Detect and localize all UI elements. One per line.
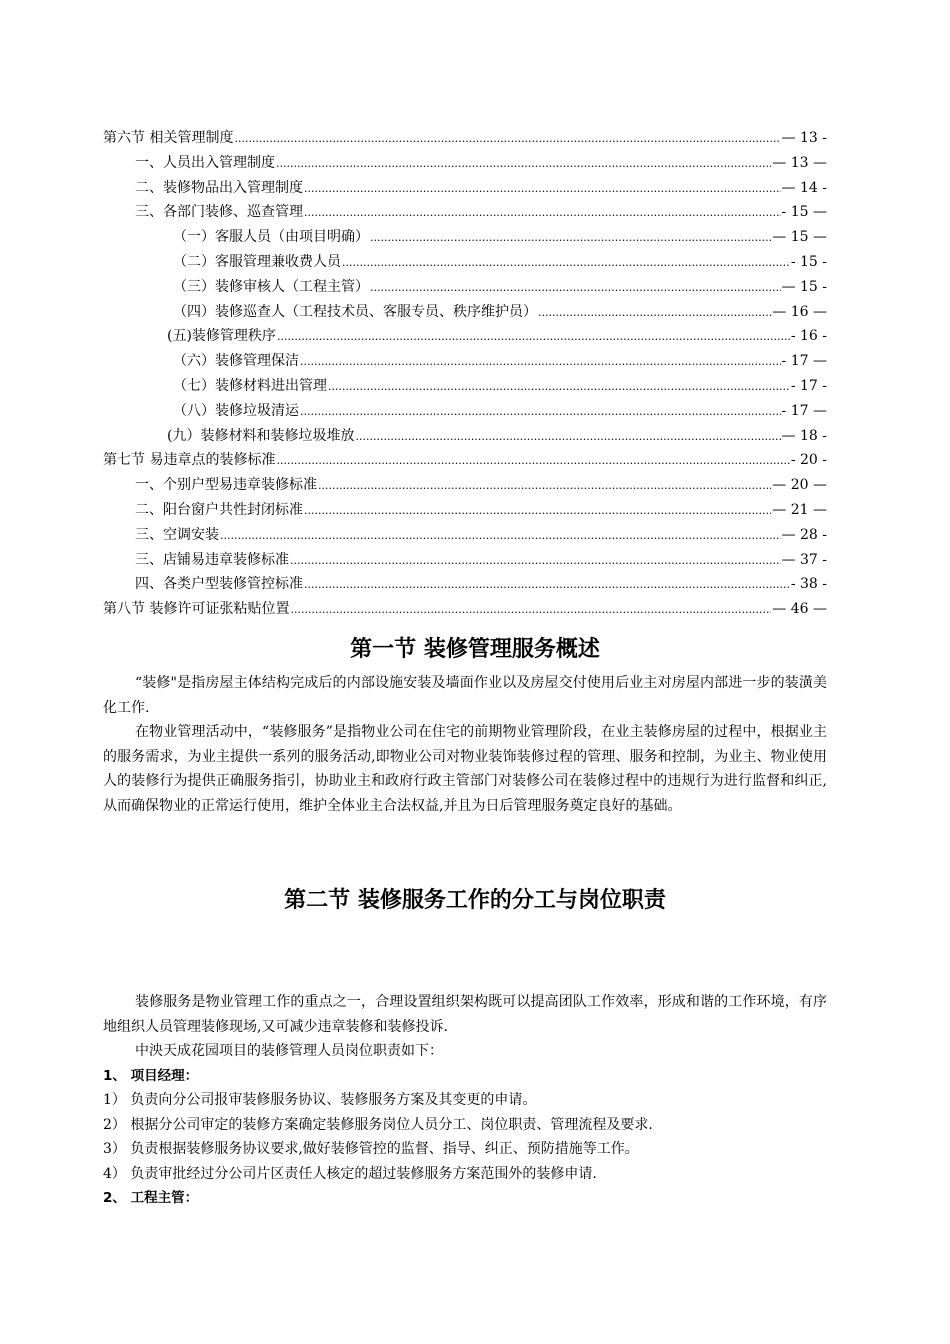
toc-page: - 38 - [790,576,827,593]
table-of-contents [103,126,827,622]
toc-label: 一、人员出入管理制度 [135,154,275,171]
section-1-paragraph-1: “装修"是指房屋主体结构完成后的内部设施安装及墙面作业以及房屋交付使用后业主对房屋内部进一步的装潢美化工作. [103,675,827,716]
toc-entry[interactable] [103,324,827,349]
toc-leader [355,424,780,450]
toc-page: — 20 — [772,477,827,494]
toc-entry[interactable] [103,126,827,151]
toc-leader [342,250,790,276]
toc-label: （六）装修管理保洁 [173,353,299,370]
toc-leader [220,523,781,549]
toc-page: — 21 — [772,501,827,518]
toc-page: — 15 — [772,229,827,246]
toc-leader [304,498,771,524]
list-item: 1） 负责向分公司报审装修服务协议、装修服务方案及其变更的申请。 [103,1092,537,1109]
toc-page: — 37 - [781,551,827,568]
toc-label: (五)装修管理秩序 [167,328,276,345]
toc-leader [300,349,781,375]
toc-leader [304,572,790,598]
toc-page: — 15 - [781,278,827,295]
toc-entry[interactable] [103,399,827,424]
toc-label: 第七节 易违章点的装修标准 [103,452,276,469]
toc-label: 三、店铺易违章装修标准 [135,551,289,568]
section-2-paragraph-1: 装修服务是物业管理工作的重点之一，合理设置组织架构既可以提高团队工作效率，形成和谐的工作环境，有序地组织人员管理装修现场,又可减少违章装修和装修投诉. [103,994,827,1035]
toc-label: 三、各部门装修、巡查管理 [135,204,303,221]
toc-leader [277,324,790,350]
toc-entry[interactable] [103,448,827,473]
toc-entry[interactable] [103,374,827,399]
section-1-paragraph-2: 在物业管理活动中，“装修服务”是指物业公司在住宅的前期物业管理阶段，在业主装修房屋的过程中，根据业主的服务需求，为业主提供一系列的服务活动,即物业公司对物业装饰装修过程的管理、服务和控制，为业主、物业使用人的装修行为提供正确服务指引，协助业主和政府行政主管部门对装修公司在装修过程中的违规行为进行监督和纠正,从而确保物业的正常运行使用，维护全体业主合法权益,并且为日后管理服务奠定良好的基础。 [103,724,827,814]
toc-label: 二、阳台窗户共性封闭标准 [135,501,303,518]
toc-entry[interactable] [103,349,827,374]
toc-leader [276,151,771,177]
toc-page: - 17 — [781,402,827,419]
toc-entry[interactable] [103,597,827,622]
toc-label: (九）装修材料和装修垃圾堆放 [167,427,355,444]
toc-entry[interactable] [103,548,827,573]
toc-label: （四）装修巡查人（工程技术员、客服专员、秩序维护员） [173,303,537,320]
list-heading: 1、 项目经理： [103,1068,199,1084]
toc-entry[interactable] [103,250,827,275]
toc-entry[interactable] [103,200,827,225]
toc-entry[interactable] [103,498,827,523]
toc-label: 一、个别户型易违章装修标准 [135,477,317,494]
toc-entry[interactable] [103,151,827,176]
toc-leader [370,275,781,301]
toc-page: — 46 — [772,601,827,618]
toc-leader [538,300,771,326]
toc-leader [290,597,771,623]
toc-leader [290,548,781,574]
toc-label: （八）装修垃圾清运 [173,402,299,419]
list-item: 4） 负责审批经过分公司片区责任人核定的超过装修服务方案范围外的装修申请. [103,1165,597,1182]
toc-page: — 13 — [772,154,827,171]
section-2-paragraph-2: 中泱天成花园项目的装修管理人员岗位职责如下： [135,1043,443,1059]
toc-page: - 15 — [781,204,827,221]
toc-label: （七）装修材料进出管理 [173,377,327,394]
duty-list [103,1064,827,1210]
toc-leader [234,126,780,152]
toc-entry[interactable] [103,225,827,250]
toc-page: — 16 — [772,303,827,320]
toc-page: — 13 - [781,130,827,146]
toc-entry[interactable] [103,275,827,300]
toc-leader [318,473,771,499]
toc-label: （一）客服人员（由项目明确） [173,229,369,246]
section-1-heading: 第一节 装修管理服务概述 [350,637,600,662]
toc-label: 四、各类户型装修管控标准 [135,576,303,593]
toc-leader [300,399,781,425]
toc-entry[interactable] [103,300,827,325]
toc-page: - 16 - [790,328,827,345]
toc-entry[interactable] [103,176,827,201]
toc-label: （三）装修审核人（工程主管） [173,278,369,295]
list-item: 2） 根据分公司审定的装修方案确定装修服务岗位人员分工、岗位职责、管理流程及要求. [103,1116,653,1133]
toc-label: 第八节 装修许可证张粘贴位置 [103,601,290,618]
toc-leader [328,374,790,400]
toc-label: 三、空调安装 [135,526,219,543]
toc-entry[interactable] [103,572,827,597]
toc-label: 二、装修物品出入管理制度 [135,179,303,196]
toc-entry[interactable] [103,523,827,548]
toc-page: — 28 - [781,526,827,543]
toc-page: — 14 - [781,179,827,196]
toc-page: - 15 - [790,253,827,270]
toc-page: — 18 - [781,427,827,444]
section-2-heading: 第二节 装修服务工作的分工与岗位职责 [284,888,666,913]
toc-entry[interactable] [103,424,827,449]
toc-leader [276,448,789,474]
toc-entry[interactable] [103,473,827,498]
toc-label: （二）客服管理兼收费人员 [173,253,341,270]
toc-page: - 17 - [790,377,827,394]
toc-leader [370,225,771,251]
list-heading: 2、 工程主管： [103,1190,199,1207]
toc-page: - 17 — [781,353,827,370]
toc-leader [304,200,781,226]
toc-label: 第六节 相关管理制度 [103,130,234,146]
toc-page: - 20 - [790,452,827,469]
toc-leader [304,176,781,202]
list-item: 3） 负责根据装修服务协议要求,做好装修管控的监督、指导、纠正、预防措施等工作。 [103,1141,639,1158]
